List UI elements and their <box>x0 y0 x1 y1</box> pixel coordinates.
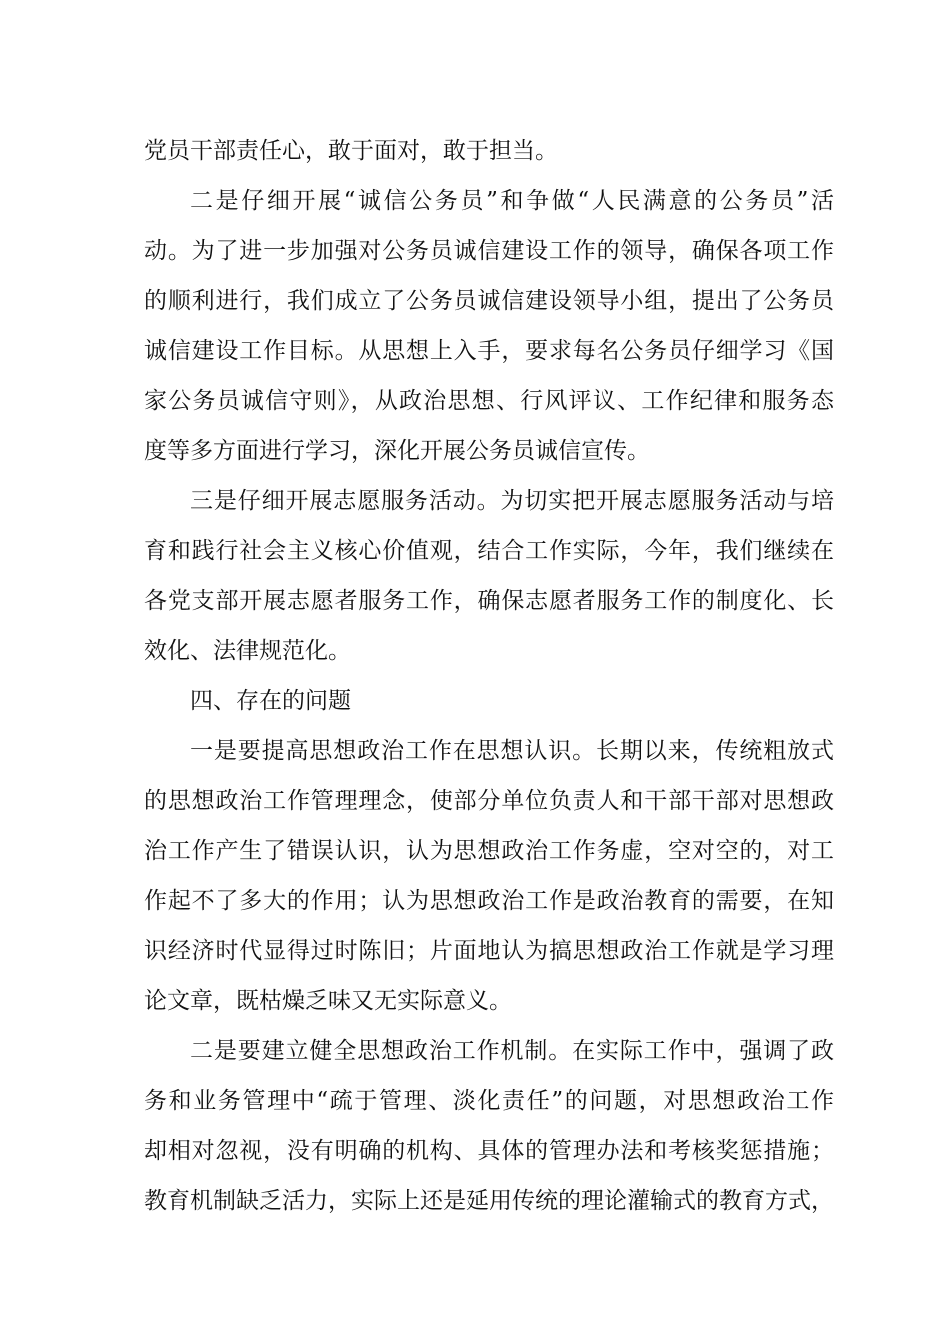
text-line: 诚信建设工作目标。从思想上入手，要求每名公务员仔细学习《国 <box>144 338 834 364</box>
text-line: 动。为了进一步加强对公务员诚信建设工作的领导，确保各项工作 <box>144 238 834 264</box>
text-line: 家公务员诚信守则》，从政治思想、行风评议、工作纪律和服务态 <box>144 388 834 414</box>
text-line: 效化、法律规范化。 <box>144 638 351 664</box>
text-line: 党员干部责任心，敢于面对，敢于担当。 <box>144 138 558 164</box>
text-line: 各党支部开展志愿者服务工作，确保志愿者服务工作的制度化、长 <box>144 588 834 614</box>
text-line: 的思想政治工作管理理念，使部分单位负责人和干部干部对思想政 <box>144 788 834 814</box>
text-line: 二是要建立健全思想政治工作机制。在实际工作中，强调了政 <box>190 1038 834 1064</box>
text-line: 度等多方面进行学习，深化开展公务员诚信宣传。 <box>144 438 650 464</box>
text-line: 识经济时代显得过时陈旧；片面地认为搞思想政治工作就是学习理 <box>144 938 834 964</box>
text-line: 作起不了多大的作用；认为思想政治工作是政治教育的需要，在知 <box>144 888 834 914</box>
text-line: 三是仔细开展志愿服务活动。为切实把开展志愿服务活动与培 <box>190 488 834 514</box>
text-line: 二是仔细开展“诚信公务员”和争做“人民满意的公务员”活 <box>190 188 834 214</box>
text-line: 教育机制缺乏活力，实际上还是延用传统的理论灌输式的教育方式， <box>144 1188 834 1214</box>
section-heading: 四、存在的问题 <box>190 688 351 714</box>
text-line: 育和践行社会主义核心价值观，结合工作实际，今年，我们继续在 <box>144 538 834 564</box>
text-line: 却相对忽视，没有明确的机构、具体的管理办法和考核奖惩措施； <box>144 1138 834 1164</box>
text-line: 的顺利进行，我们成立了公务员诚信建设领导小组，提出了公务员 <box>144 288 834 314</box>
text-line: 治工作产生了错误认识，认为思想政治工作务虚，空对空的，对工 <box>144 838 834 864</box>
text-line: 论文章，既枯燥乏味又无实际意义。 <box>144 988 512 1014</box>
text-line: 一是要提高思想政治工作在思想认识。长期以来，传统粗放式 <box>190 738 834 764</box>
text-line: 务和业务管理中“疏于管理、淡化责任”的问题，对思想政治工作 <box>144 1088 834 1114</box>
